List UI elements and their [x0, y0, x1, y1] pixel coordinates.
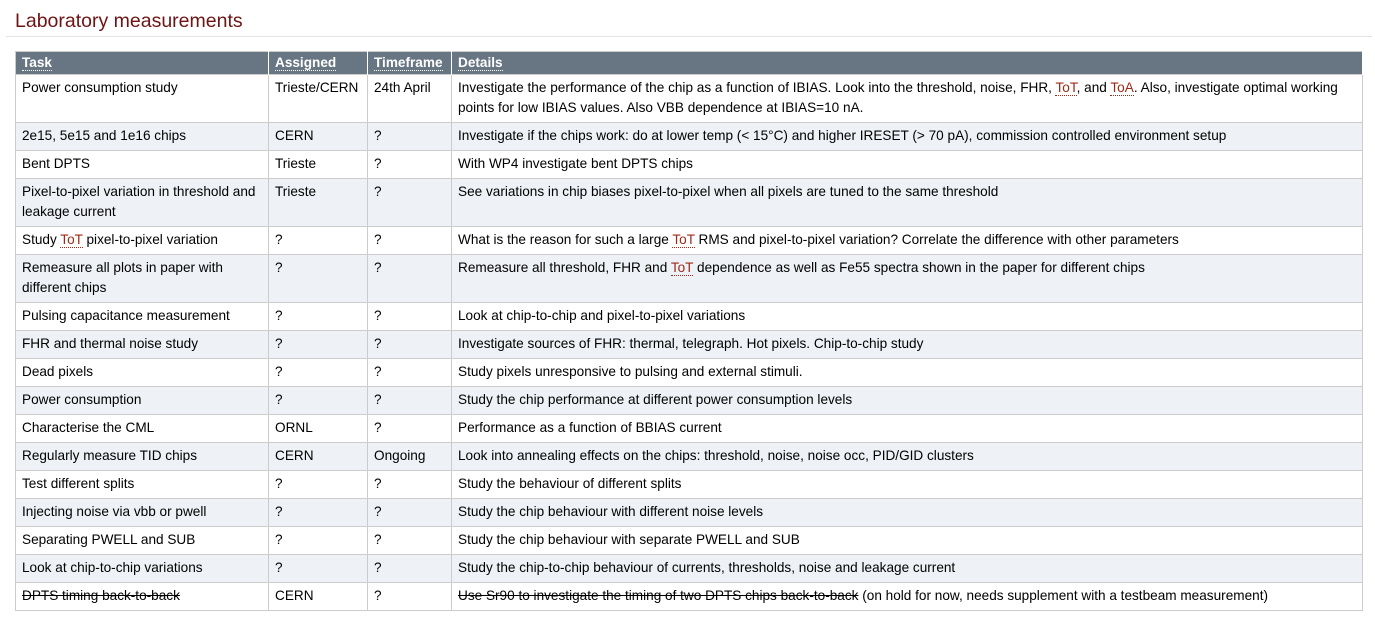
timeframe-cell: ?	[368, 555, 452, 583]
table-row	[16, 123, 1363, 151]
table-row	[16, 303, 1363, 331]
details-cell	[452, 179, 1363, 227]
cell-text: Look at chip-to-chip and pixel-to-pixel variations	[458, 308, 746, 323]
cell-text: RMS and pixel-to-pixel variation? Correlate the difference with other parameters	[694, 232, 1179, 247]
details-cell	[452, 415, 1363, 443]
task-cell: Characterise the CML	[16, 415, 269, 443]
details-cell	[452, 151, 1363, 179]
timeframe-cell: ?	[368, 123, 452, 151]
timeframe-cell: 24th April	[368, 75, 452, 123]
task-cell: Separating PWELL and SUB	[16, 527, 269, 555]
assigned-cell: Trieste	[269, 151, 368, 179]
table-row	[16, 255, 1363, 303]
details-cell	[452, 527, 1363, 555]
timeframe-cell: ?	[368, 471, 452, 499]
cell-text: Investigate if the chips work: do at lower temp (< 15°C) and higher IRESET (> 70 pA), commission controlled environment setup	[458, 128, 1227, 143]
timeframe-cell: ?	[368, 303, 452, 331]
task-cell: Look at chip-to-chip variations	[16, 555, 269, 583]
assigned-cell: ?	[269, 255, 368, 303]
column-header-assigned[interactable]	[269, 52, 368, 75]
cell-text: Use Sr90 to investigate the timing of two DPTS chips back-to-back	[458, 588, 859, 603]
cell-text: Look into annealing effects on the chips: threshold, noise, noise occ, PID/GID clusters	[458, 448, 974, 463]
details-cell	[452, 471, 1363, 499]
column-header-details-label[interactable]: Details	[458, 55, 503, 70]
task-cell: Bent DPTS	[16, 151, 269, 179]
timeframe-cell: ?	[368, 499, 452, 527]
cell-text: Remeasure all threshold, FHR and	[458, 260, 671, 275]
timeframe-cell: ?	[368, 179, 452, 227]
table-row	[16, 359, 1363, 387]
details-cell	[452, 75, 1363, 123]
section-title: Laboratory measurements	[15, 10, 243, 32]
cell-text: What is the reason for such a large	[458, 232, 673, 247]
task-cell: Regularly measure TID chips	[16, 443, 269, 471]
tasks-table	[15, 51, 1363, 611]
table-body	[16, 75, 1363, 611]
cell-text: Study the behaviour of different splits	[458, 476, 682, 491]
cell-text: pixel-to-pixel variation	[82, 232, 218, 247]
column-header-timeframe[interactable]	[368, 52, 452, 75]
details-cell	[452, 443, 1363, 471]
assigned-cell: ?	[269, 227, 368, 255]
details-cell	[452, 583, 1363, 611]
assigned-cell: CERN	[269, 583, 368, 611]
cell-text: Performance as a function of BBIAS current	[458, 420, 722, 435]
details-cell	[452, 303, 1363, 331]
table-row	[16, 583, 1363, 611]
cell-text: Study pixels unresponsive to pulsing and external stimuli.	[458, 364, 803, 379]
details-cell	[452, 387, 1363, 415]
cell-text: dependence as well as Fe55 spectra shown in the paper for different chips	[693, 260, 1145, 275]
details-cell	[452, 227, 1363, 255]
table-row	[16, 471, 1363, 499]
cell-text: . Also, investigate optimal working points for low IBIAS values. Also VBB dependence at IBIAS=10 nA.	[458, 80, 1338, 115]
assigned-cell: CERN	[269, 443, 368, 471]
table-row	[16, 527, 1363, 555]
cell-text: Study the chip behaviour with different noise levels	[458, 504, 764, 519]
assigned-cell: ?	[269, 303, 368, 331]
wiki-link[interactable]: ToT	[672, 232, 695, 247]
details-cell	[452, 499, 1363, 527]
task-cell: Pulsing capacitance measurement	[16, 303, 269, 331]
table-row	[16, 499, 1363, 527]
details-cell	[452, 555, 1363, 583]
cell-text: Study the chip performance at different power consumption levels	[458, 392, 853, 407]
timeframe-cell: ?	[368, 583, 452, 611]
details-cell	[452, 123, 1363, 151]
assigned-cell: ?	[269, 499, 368, 527]
details-cell	[452, 255, 1363, 303]
column-header-timeframe-label[interactable]: Timeframe	[374, 55, 443, 70]
table-row	[16, 415, 1363, 443]
column-header-task[interactable]	[16, 52, 269, 75]
table-row	[16, 331, 1363, 359]
wiki-link[interactable]: ToA	[1110, 80, 1134, 95]
assigned-cell: ?	[269, 471, 368, 499]
cell-text: With WP4 investigate bent DPTS chips	[458, 156, 693, 171]
timeframe-cell: ?	[368, 387, 452, 415]
table-row	[16, 179, 1363, 227]
task-cell: Remeasure all plots in paper with different chips	[16, 255, 269, 303]
assigned-cell: ?	[269, 331, 368, 359]
wiki-link[interactable]: ToT	[670, 260, 694, 275]
table-row	[16, 227, 1363, 255]
wiki-link[interactable]: ToT	[1055, 80, 1077, 95]
assigned-cell: ?	[269, 387, 368, 415]
assigned-cell: ?	[269, 527, 368, 555]
table-row	[16, 387, 1363, 415]
table-row	[16, 151, 1363, 179]
timeframe-cell: ?	[368, 255, 452, 303]
table-row	[16, 443, 1363, 471]
assigned-cell: ORNL	[269, 415, 368, 443]
table-row	[16, 75, 1363, 123]
task-cell: 2e15, 5e15 and 1e16 chips	[16, 123, 269, 151]
task-cell: Power consumption	[16, 387, 269, 415]
assigned-cell: ?	[269, 359, 368, 387]
assigned-cell: Trieste/CERN	[269, 75, 368, 123]
task-cell: FHR and thermal noise study	[16, 331, 269, 359]
timeframe-cell: ?	[368, 527, 452, 555]
assigned-cell: ?	[269, 555, 368, 583]
task-cell: Dead pixels	[16, 359, 269, 387]
task-cell: Test different splits	[16, 471, 269, 499]
assigned-cell: Trieste	[269, 179, 368, 227]
timeframe-cell: ?	[368, 227, 452, 255]
cell-text: See variations in chip biases pixel-to-pixel when all pixels are tuned to the same threshold	[458, 184, 999, 199]
cell-text: Investigate the performance of the chip as a function of IBIAS. Look into the threshold, noise, FHR,	[458, 80, 1056, 95]
assigned-cell: CERN	[269, 123, 368, 151]
cell-text: Investigate sources of FHR: thermal, telegraph. Hot pixels. Chip-to-chip study	[458, 336, 924, 351]
timeframe-cell: ?	[368, 415, 452, 443]
column-header-details[interactable]	[452, 52, 1363, 75]
table-row	[16, 555, 1363, 583]
cell-text: Study	[22, 232, 61, 247]
details-cell	[452, 359, 1363, 387]
timeframe-cell: Ongoing	[368, 443, 452, 471]
wiki-link[interactable]: ToT	[60, 232, 83, 247]
task-cell: Injecting noise via vbb or pwell	[16, 499, 269, 527]
task-cell: Power consumption study	[16, 75, 269, 123]
task-cell	[16, 227, 269, 255]
cell-text: DPTS timing back-to-back	[22, 588, 180, 603]
task-cell: Pixel-to-pixel variation in threshold and leakage current	[16, 179, 269, 227]
task-cell	[16, 583, 269, 611]
table-header-row	[16, 52, 1363, 75]
cell-text: Study the chip behaviour with separate PWELL and SUB	[458, 532, 800, 547]
column-header-assigned-label[interactable]: Assigned	[275, 55, 337, 70]
timeframe-cell: ?	[368, 331, 452, 359]
column-header-task-label[interactable]: Task	[22, 55, 52, 70]
timeframe-cell: ?	[368, 151, 452, 179]
cell-text: Study the chip-to-chip behaviour of currents, thresholds, noise and leakage current	[458, 560, 956, 575]
cell-text: , and	[1076, 80, 1111, 95]
details-cell	[452, 331, 1363, 359]
section-heading	[6, 6, 1372, 37]
timeframe-cell: ?	[368, 359, 452, 387]
cell-text: (on hold for now, needs supplement with a testbeam measurement)	[858, 588, 1268, 603]
